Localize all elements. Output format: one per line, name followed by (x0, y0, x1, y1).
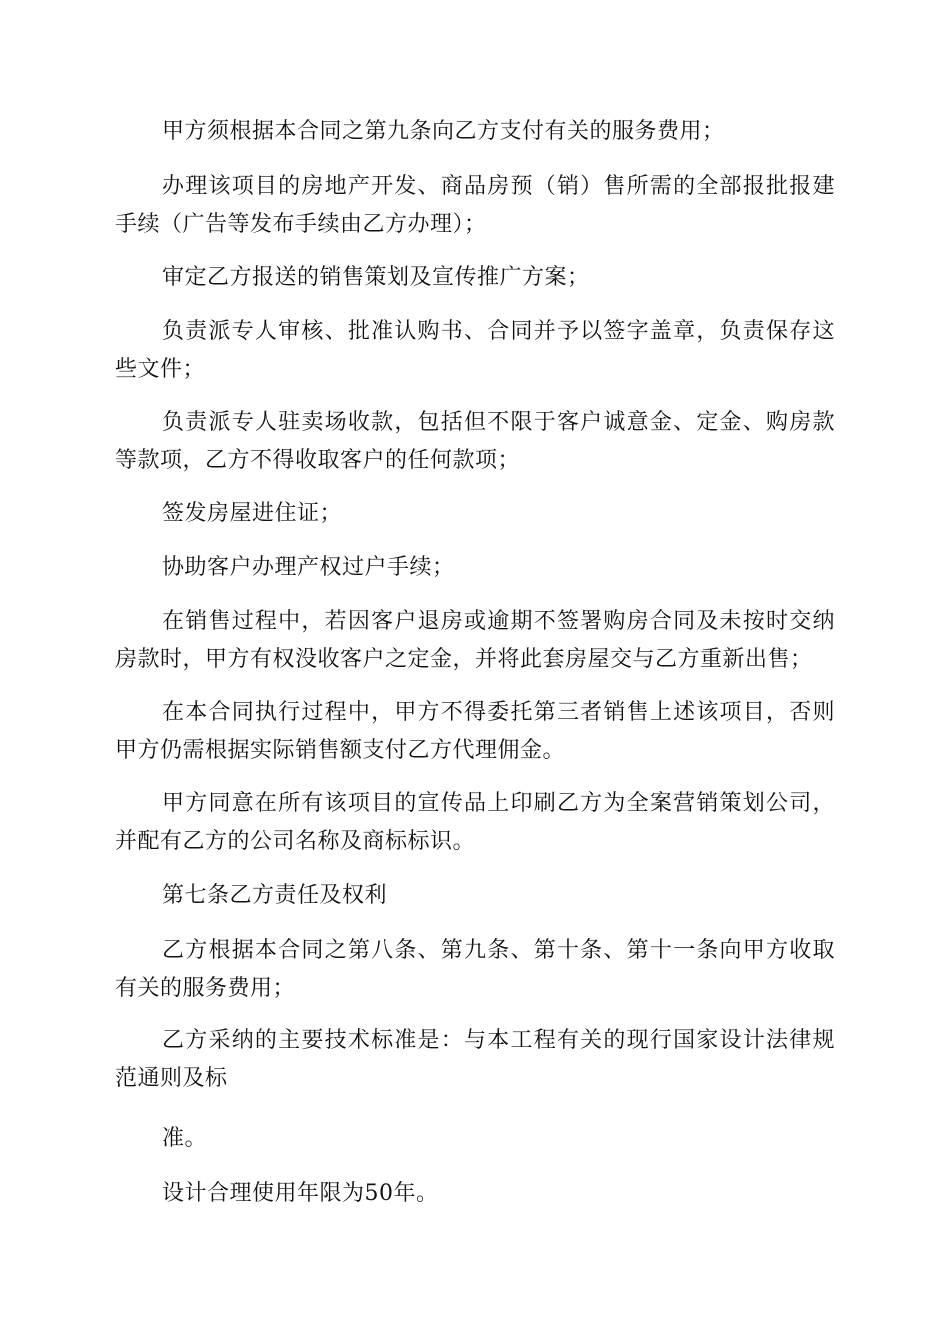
paragraph-7: 协助客户办理产权过户手续； (162, 555, 455, 580)
paragraph-8: 在销售过程中，若因客户退房或逾期不签署购房合同及未按时交纳房款时，甲方有权没收客户之定金，并将此套房屋交与乙方重新出售； (115, 609, 835, 672)
paragraph-9: 在本合同执行过程中，甲方不得委托第三者销售上述该项目，否则甲方仍需根据实际销售额支付乙方代理佣金。 (115, 700, 835, 763)
paragraph-5: 负责派专人驻卖场收款，包括但不限于客户诚意金、定金、购房款等款项，乙方不得收取客户的任何款项； (115, 410, 835, 473)
paragraph-12: 乙方采纳的主要技术标准是：与本工程有关的现行国家设计法律规范通则及标 (115, 1028, 835, 1091)
paragraph-1: 甲方须根据本合同之第九条向乙方支付有关的服务费用； (162, 119, 725, 144)
paragraph-13: 准。 (162, 1126, 208, 1151)
paragraph-2: 办理该项目的房地产开发、商品房预（销）售所需的全部报批报建手续（广告等发布手续由乙方办理）； (115, 174, 835, 237)
paragraph-10: 甲方同意在所有该项目的宣传品上印刷乙方为全案营销策划公司，并配有乙方的公司名称及商标标识。 (115, 791, 835, 854)
paragraph-3: 审定乙方报送的销售策划及宣传推广方案； (162, 265, 590, 290)
section-heading: 第七条乙方责任及权利 (162, 883, 388, 908)
paragraph-6: 签发房屋进住证； (162, 501, 343, 526)
paragraph-14: 设计合理使用年限为50年。 (162, 1181, 439, 1206)
paragraph-11: 乙方根据本合同之第八条、第九条、第十条、第十一条向甲方收取有关的服务费用； (115, 938, 835, 1001)
paragraph-4: 负责派专人审核、批准认购书、合同并予以签字盖章，负责保存这些文件； (115, 319, 835, 382)
